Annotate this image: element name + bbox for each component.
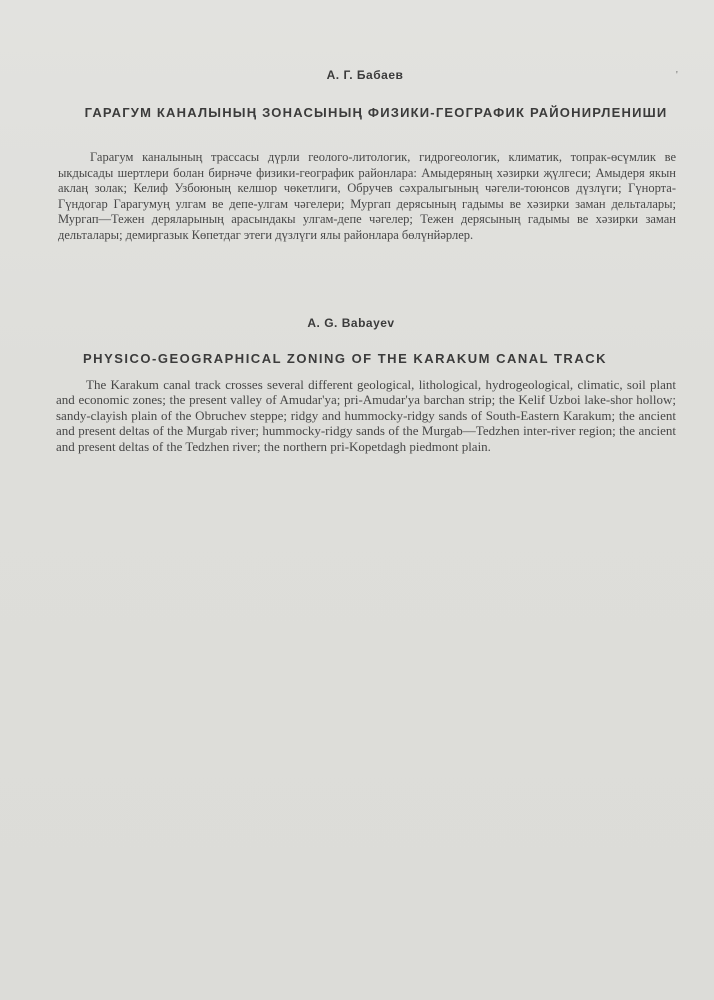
page-mark: ' — [676, 70, 678, 81]
author-name-turkmen: А. Г. Бабаев — [326, 68, 404, 82]
abstract-text-turkmen: Гарагум каналының трассасы дүрли геолого-литологик, гидрогеологик, климатик, топрак-өсүмлик ве ыкдысады шертлери болан бирнәче физики-географик районлара: Амыдеряның хәзирки җүлгеси; Амыдеря якын аклаң золак; Келиф Узбоюның келшор чөкетлиги, Обручев сәхралыгының чәгели-тоюнсов дүзлүги; Гүнорта-Гүндогар Гарагумуң улгам ве депе-улгам чәгелери; Мургап деряcының гадымы ве хәзирки заман дельталары; Мургап—Тежен деряларының арасындакы улгам-депе чәгелер; Тежен дерясының гадымы ве хәзирки заман дельталары; демиргазык Көпетдаг этеги дүзлүги ялы районлара бөлүнйәрлер. — [58, 150, 676, 242]
article-title-turkmen: ГАРАГУМ КАНАЛЫНЫҢ ЗОНАСЫНЫҢ ФИЗИКИ-ГЕОГРАФИК РАЙОНИРЛЕНИШИ — [84, 105, 668, 120]
article-title-english: PHYSICO-GEOGRAPHICAL ZONING OF THE KARAKUM CANAL TRACK — [83, 351, 607, 366]
author-name-english: A. G. Babayev — [307, 316, 395, 330]
abstract-text-english: The Karakum canal track crosses several different geological, lithological, hydrogeological, climatic, soil plant and economic zones; the present valley of Amudar'ya; pri-Amudar'ya barchan strip; the Kelif Uzboi lake-shor hollow; sandy-clayish plain of the Obruchev steppe; ridgy and hummocky-ridgy sands of South-Eastern Karakum; the ancient and present deltas of the Murgab river; hummocky-ridgy sands of the Murgab—Tedzhen inter-river region; the ancient and present deltas of the Tedzhen river; the northern pri-Kopetdagh piedmont plain. — [56, 377, 676, 454]
